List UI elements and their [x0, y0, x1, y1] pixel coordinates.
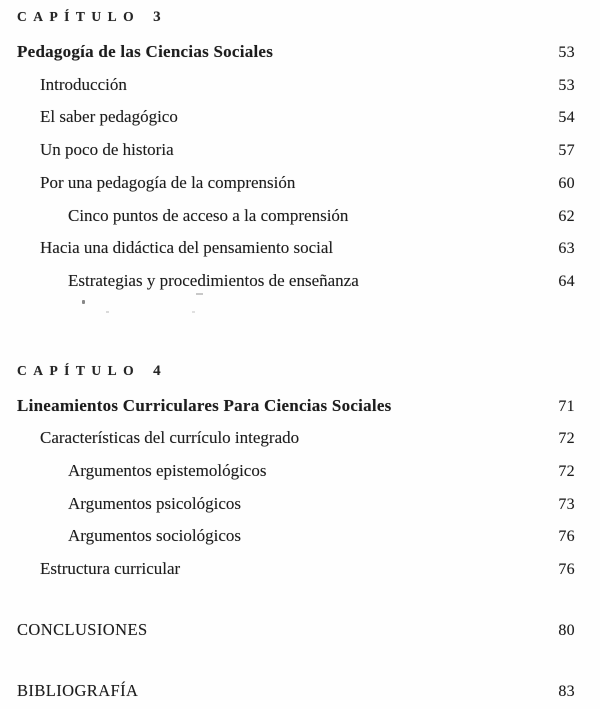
toc-content	[17, 0, 575, 702]
toc-entry-page: 72	[558, 430, 575, 448]
back-matter-title: CONCLUSIONES	[17, 619, 148, 639]
toc-row	[17, 390, 575, 423]
toc-entry-title: Hacia una didáctica del pensamiento social	[40, 238, 334, 258]
toc-entry-title: Argumentos epistemológicos	[68, 461, 267, 481]
toc-entry-title: Estrategias y procedimientos de enseñanza	[68, 270, 359, 290]
toc-entry-title: Cinco puntos de acceso a la comprensión	[68, 205, 349, 225]
toc-entry-page: 72	[558, 463, 575, 481]
back-matter-title: BIBLIOGRAFÍA	[17, 680, 139, 700]
toc-entry-title: Lineamientos Curriculares Para Ciencias Sociales	[17, 395, 392, 415]
toc-row	[17, 167, 575, 200]
toc-row	[17, 265, 575, 298]
toc-row	[17, 488, 575, 521]
toc-entry-title: El saber pedagógico	[40, 107, 178, 127]
toc-entry-page: 53	[558, 44, 575, 61]
toc-entry-page: 76	[558, 561, 575, 579]
back-matter-row	[17, 620, 575, 641]
toc-entry-title: Introducción	[40, 74, 127, 94]
chapter-word: CAPÍTULO	[17, 362, 141, 378]
toc-row	[17, 36, 575, 69]
toc-entry-page: 60	[558, 174, 575, 192]
toc-row	[17, 134, 575, 167]
toc-entry-page: 53	[558, 76, 575, 94]
toc-row	[17, 69, 575, 102]
back-matter-page: 80	[558, 621, 575, 639]
section-rows	[17, 36, 575, 298]
toc-row	[17, 200, 575, 233]
toc-row	[17, 422, 575, 455]
toc-entry-title: Características del currículo integrado	[40, 428, 300, 448]
toc-entry-title: Pedagogía de las Ciencias Sociales	[17, 42, 274, 61]
chapter-number: 4	[153, 362, 161, 379]
toc-chapter-section	[17, 8, 575, 298]
toc-chapter-section	[17, 362, 575, 586]
toc-sections	[17, 8, 575, 586]
toc-entry-title: Argumentos psicológicos	[68, 493, 241, 513]
toc-entry-page: 71	[558, 397, 575, 415]
toc-entry-page: 73	[558, 495, 575, 513]
toc-entry-page: 76	[558, 528, 575, 546]
toc-row	[17, 232, 575, 265]
toc-entry-page: 64	[558, 272, 575, 290]
back-matter	[17, 620, 575, 702]
toc-entry-page: 57	[558, 142, 575, 160]
toc-entry-page: 63	[558, 240, 575, 258]
back-matter-row	[17, 681, 575, 702]
toc-entry-title: Por una pedagogía de la comprensión	[40, 172, 296, 192]
chapter-heading	[17, 362, 575, 380]
toc-row	[17, 455, 575, 488]
chapter-word: CAPÍTULO	[17, 9, 141, 24]
toc-entry-title: Un poco de historia	[40, 140, 174, 160]
chapter-heading	[17, 8, 575, 26]
section-rows	[17, 390, 575, 586]
toc-row	[17, 553, 575, 586]
toc-entry-title: Argumentos sociológicos	[68, 526, 241, 546]
toc-row	[17, 520, 575, 553]
toc-entry-title: Estructura curricular	[40, 559, 181, 579]
toc-row	[17, 101, 575, 134]
toc-entry-page: 54	[558, 109, 575, 127]
back-matter-page: 83	[558, 682, 575, 700]
toc-entry-page: 62	[558, 207, 575, 225]
chapter-number: 3	[153, 9, 161, 25]
